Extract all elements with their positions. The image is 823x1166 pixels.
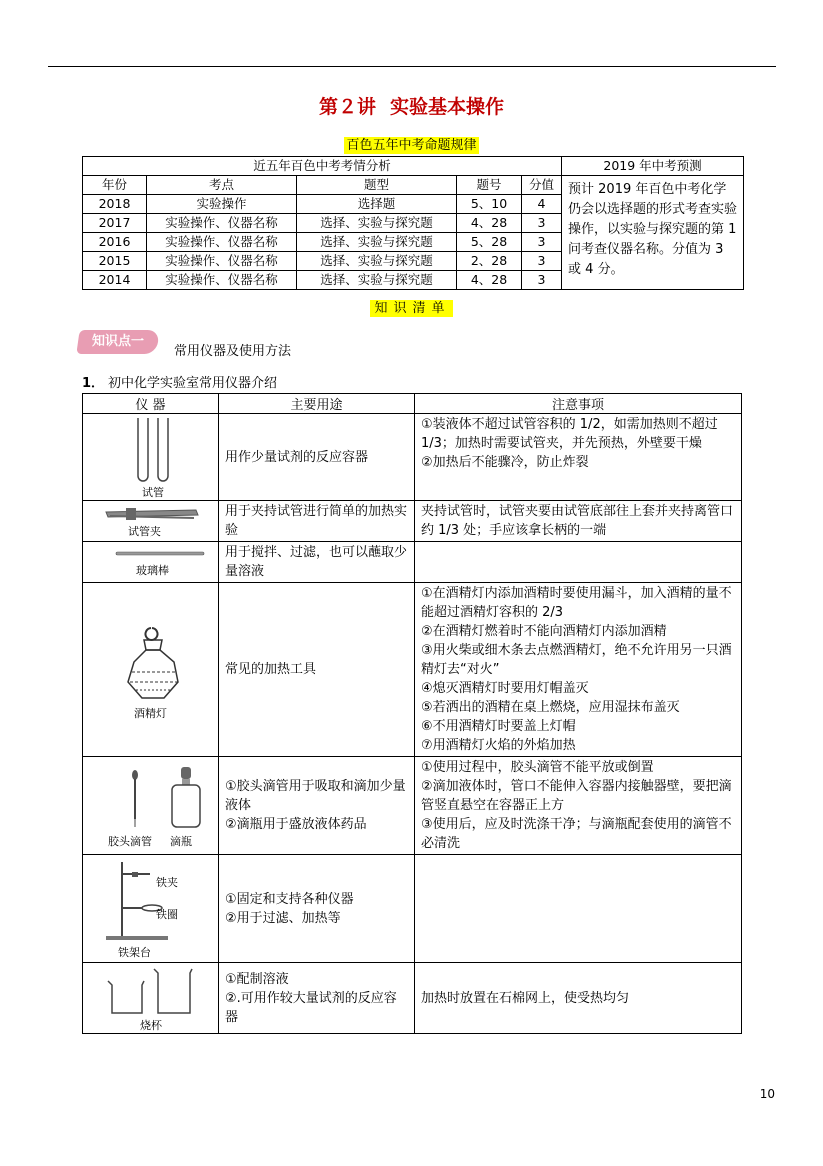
instrument-caption: 玻璃棒 [135, 564, 169, 577]
notes-cell: ①使用过程中，胶头滴管不能平放或倒置 ②滴加液体时，管口不能伸入容器内接触器壁，要把滴管竖直悬空在容器正上方 ③使用后，应及时洗涤干净；与滴瓶配套使用的滴管不必清洗 [415, 757, 742, 855]
notes-cell [415, 542, 742, 583]
table-row [83, 855, 742, 963]
instrument-cell [83, 542, 219, 583]
exam-table-right-caption: 2019 年中考预测 [562, 157, 744, 176]
highlight-heading-exam: 百色五年中考命题规律 [346, 138, 477, 153]
col-header: 考点 [147, 176, 297, 195]
table-row [83, 757, 742, 855]
use-cell: ①胶头滴管用于吸取和滴加少量液体 ②滴瓶用于盛放液体药品 [219, 757, 415, 855]
table-row [83, 963, 742, 1034]
instrument-caption: 滴瓶 [169, 834, 192, 848]
glass-rod-icon [86, 542, 216, 582]
table-row: 2015 实验操作、仪器名称 选择、实验与探究题 2、28 3 [83, 252, 744, 271]
beaker-icon [86, 963, 216, 1033]
instrument-caption: 试管夹 [127, 525, 161, 538]
instrument-cell [83, 757, 219, 855]
table-row [83, 583, 742, 757]
exam-analysis-table [82, 156, 744, 290]
page-title [0, 92, 823, 119]
test-tube-icon [86, 414, 216, 500]
use-cell: ①配制溶液 ②.可用作较大量试剂的反应容器 [219, 963, 415, 1034]
table-row [83, 414, 742, 501]
use-cell: 用作少量试剂的反应容器 [219, 414, 415, 501]
instrument-cell [83, 855, 219, 963]
lecture-number: 第２讲 [318, 96, 376, 118]
notes-cell: ①在酒精灯内添加酒精时要使用漏斗，加入酒精的量不能超过酒精灯容积的 2/3 ②在酒精灯燃着时不能向酒精灯内添加酒精 ③用火柴或细木条去点燃酒精灯，绝不允许用另一只酒精灯去“对火” ④熄灭酒精灯时要用灯帽盖灭 ⑤若洒出的酒精在桌上燃烧，应用湿抹布盖灭 ⑥不用酒精灯时要盖上灯帽 ⑦用酒精灯火焰的外焰加热 [415, 583, 742, 757]
instrument-cell [83, 414, 219, 501]
col-header-instrument: 仪 器 [83, 394, 219, 414]
table-row: 2018 实验操作 选择题 5、10 4 [83, 195, 744, 214]
use-cell: ①固定和支持各种仪器 ②用于过滤、加热等 [219, 855, 415, 963]
instrument-caption: 铁夹 [155, 875, 178, 889]
col-header: 分值 [522, 176, 562, 195]
instrument-caption: 试管 [141, 486, 164, 499]
header-rule [48, 66, 776, 67]
page-number: 10 [759, 1087, 775, 1101]
iron-stand-icon [86, 856, 216, 962]
instrument-table [82, 393, 742, 1034]
notes-cell: ①装液体不超过试管容积的 1/2，如需加热则不超过 1/3；加热时需要试管夹，并先预热，外壁要干燥 ②加热后不能骤冷，防止炸裂 [415, 414, 742, 501]
instrument-caption: 铁圈 [155, 907, 178, 921]
notes-cell [415, 855, 742, 963]
knowledge-point-text: 常用仪器及使用方法 [174, 344, 292, 359]
use-cell: 用于夹持试管进行简单的加热实验 [219, 501, 415, 542]
table-row: 2017 实验操作、仪器名称 选择、实验与探究题 4、28 3 [83, 214, 744, 233]
table-row [83, 542, 742, 583]
table-row [83, 501, 742, 542]
col-header: 题型 [297, 176, 457, 195]
instrument-caption: 酒精灯 [133, 706, 167, 720]
notes-cell: 夹持试管时，试管夹要由试管底部往上套并夹持离管口约 1/3 处；手应该拿长柄的一端 [415, 501, 742, 542]
col-header: 年份 [83, 176, 147, 195]
col-header-use: 主要用途 [219, 394, 415, 414]
table-row: 2014 实验操作、仪器名称 选择、实验与探究题 4、28 3 [83, 271, 744, 290]
instrument-cell [83, 501, 219, 542]
instrument-cell [83, 963, 219, 1034]
col-header: 题号 [457, 176, 522, 195]
knowledge-point-badge: 知识点一 [76, 330, 159, 354]
lecture-title: 实验基本操作 [390, 96, 505, 118]
alcohol-lamp-icon [86, 610, 216, 730]
dropper-and-bottle-icon [86, 759, 216, 853]
section-heading: 1． 初中化学实验室常用仪器介绍 [82, 376, 278, 391]
use-cell: 常见的加热工具 [219, 583, 415, 757]
table-row: 2016 实验操作、仪器名称 选择、实验与探究题 5、28 3 [83, 233, 744, 252]
highlight-heading-list: 知识清单 [0, 297, 823, 316]
instrument-caption: 烧杯 [139, 1019, 162, 1032]
col-header-notes: 注意事项 [415, 394, 742, 414]
exam-table-left-caption: 近五年百色中考考情分析 [83, 157, 562, 176]
instrument-caption: 胶头滴管 [107, 834, 152, 848]
prediction-text: 预计 2019 年百色中考化学仍会以选择题的形式考查实验操作，以实验与探究题的第 1 问考查仪器名称。分值为 3 或 4 分。 [562, 176, 744, 290]
instrument-caption: 铁架台 [117, 945, 151, 959]
instrument-cell [83, 583, 219, 757]
test-tube-holder-icon [86, 502, 216, 540]
use-cell: 用于搅拌、过滤，也可以蘸取少量溶液 [219, 542, 415, 583]
notes-cell: 加热时放置在石棉网上，使受热均匀 [415, 963, 742, 1034]
